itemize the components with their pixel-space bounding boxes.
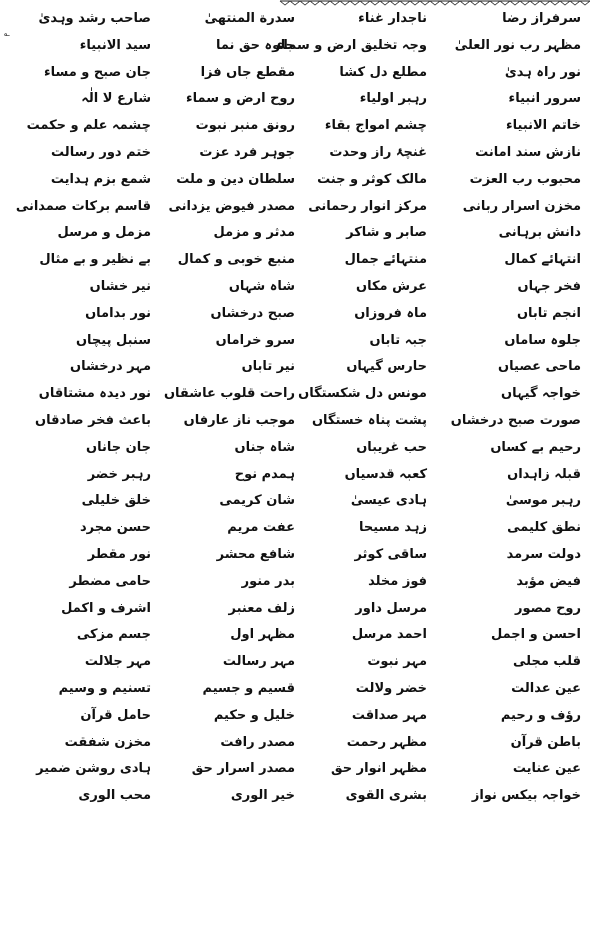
- table-cell: جبہ تاباں: [369, 332, 427, 348]
- table-cell: موجب ناز عارفاں: [183, 412, 295, 428]
- table-cell: ساقی کوثر: [354, 546, 427, 562]
- table-cell: حامل قرآن: [80, 707, 151, 723]
- table-cell: سرور انبیاء: [508, 91, 581, 107]
- table-cell: ماہ فروزاں: [354, 305, 427, 321]
- table-cell: رہبر اولیاء: [359, 91, 427, 107]
- table-cell: دانش برہانی: [498, 225, 581, 241]
- table-cell: رحیم بے کساں: [490, 439, 581, 455]
- table-cell: صورت صبح درخشاں: [450, 412, 581, 428]
- table-cell: نور بداماں: [85, 305, 151, 321]
- table-cell: مرسل داور: [355, 600, 427, 616]
- table-cell: راحت قلوب عاشقاں: [163, 386, 295, 402]
- table-cell: مرکز انوار رحمانی: [308, 198, 427, 214]
- table-cell: ہادی عیسیٰ: [350, 493, 427, 509]
- table-cell: روح ارض و سماء: [185, 91, 295, 107]
- table-cell: مہر جلالت: [84, 654, 151, 670]
- table-cell: جوہر فرد عزت: [199, 144, 295, 160]
- table-cell: مظہر انوار حق: [331, 761, 427, 777]
- table-cell: چشمہ علم و حکمت: [26, 118, 151, 134]
- table-cell: شان کریمی: [219, 493, 295, 509]
- table-cell: ہمدم نوح: [234, 466, 295, 482]
- table-cell: منتہائے جمال: [344, 252, 427, 268]
- table-cell: مزمل و مرسل: [57, 225, 151, 241]
- table-cell: شافع محشر: [216, 546, 295, 562]
- table-cell: حب غریباں: [356, 439, 427, 455]
- table-cell: فیض مؤبد: [516, 573, 581, 589]
- table-cell: جلوہ حق نما: [215, 37, 295, 53]
- table-cell: شاہ شہاں: [228, 278, 295, 294]
- table-cell: جان جاناں: [86, 439, 151, 455]
- table-cell: بشری القوی: [345, 788, 427, 804]
- table-cell: عین عنایت: [512, 761, 581, 777]
- table-cell: مہر درخشاں: [69, 359, 151, 375]
- table-cell: جلوہ ساماں: [504, 332, 581, 348]
- table-cell: نطق کلیمی: [507, 520, 581, 536]
- table-cell: قبلہ زاہداں: [507, 466, 581, 482]
- table-cell: سدرة المنتهیٰ: [204, 11, 295, 26]
- table-cell: صبح درخشاں: [210, 305, 295, 321]
- table-cell: محب الوری: [78, 788, 151, 804]
- table-cell: عفت مریم: [227, 520, 295, 536]
- table-cell: صاحب رشد وہدیٰ: [38, 11, 151, 26]
- table-cell: شاہ جناں: [234, 439, 295, 455]
- table-cell: سرو خراماں: [215, 332, 295, 348]
- table-cell: سنبل پیچاں: [75, 332, 151, 348]
- table-cell: احمد مرسل: [351, 627, 427, 643]
- table-cell: ختم دور رسالت: [51, 144, 151, 160]
- table-cell: مظہر رحمت: [346, 734, 427, 750]
- table-cell: انجم تاباں: [516, 305, 581, 321]
- table-cell: نیر تاباں: [241, 359, 295, 375]
- page-margin-mark: ؎: [4, 28, 10, 39]
- table-cell: قاسم برکات صمدانی: [15, 198, 151, 214]
- table-cell: روح مصور: [515, 600, 581, 616]
- table-cell: مصدر اسرار حق: [191, 761, 295, 777]
- table-cell: حارس گیہاں: [346, 359, 427, 375]
- table-cell: نور مقطر: [87, 546, 151, 562]
- table-cell: دولت سرمد: [506, 546, 581, 562]
- table-cell: حامی مضطر: [69, 573, 151, 589]
- table-cell: خضر ولالت: [355, 680, 427, 696]
- table-cell: رہبر خضر: [87, 466, 151, 482]
- table-cell: رونق منبر نبوت: [195, 118, 295, 134]
- table-cell: جان صبح و مساء: [43, 64, 151, 80]
- table-cell: خیر الوری: [230, 788, 295, 804]
- table-cell: قسیم و جسیم: [202, 680, 295, 696]
- table-cell: حسن مجرد: [80, 520, 151, 536]
- table-cell: سید الانبیاء: [79, 37, 151, 53]
- table-cell: فخر جہاں: [517, 278, 581, 294]
- table-cell: خلق خلیلی: [81, 493, 151, 509]
- table-cell: منبع خوبی و کمال: [177, 252, 295, 268]
- table-cell: کعبہ قدسیاں: [344, 466, 427, 482]
- table-cell: قلب مجلی: [513, 654, 581, 670]
- table-cell: نیر خشاں: [89, 278, 151, 294]
- table-cell: ہادی روشن ضمیر: [36, 761, 151, 777]
- table-cell: شارع لا الٰہ: [81, 91, 151, 107]
- table-cell: مقطع جاں فزا: [200, 64, 295, 80]
- table-cell: رؤف و رحیم: [500, 707, 581, 723]
- table-cell: مخزن شفقت: [64, 734, 151, 750]
- table-cell: عرش مکاں: [355, 278, 427, 294]
- table-cell: خواجہ بیکس نواز: [471, 788, 581, 804]
- table-cell: مونس دل شکستگاں: [298, 386, 427, 402]
- table-cell: ماحی عصیاں: [498, 359, 581, 375]
- table-cell: احسن و اجمل: [490, 627, 581, 643]
- table-cell: مالک کوثر و جنت: [317, 171, 427, 187]
- table-cell: رہبر موسیٰ: [505, 493, 581, 509]
- table-cell: صابر و شاکر: [346, 225, 427, 241]
- table-cell: مدثر و مزمل: [213, 225, 295, 241]
- table-cell: وجہ تخلیق ارض و سماء: [276, 37, 427, 53]
- table-cell: مظہر رب نور العلیٰ: [454, 37, 581, 53]
- table-cell: باعث فخر صادقاں: [34, 412, 151, 428]
- table-cell: محبوب رب العزت: [469, 171, 581, 187]
- table-cell: مصدر فیوض یزدانی: [168, 198, 295, 214]
- table-cell: چشم امواج بقاء: [324, 118, 427, 134]
- table-cell: مصدر رافت: [220, 734, 295, 750]
- table-cell: بے نظیر و بے مثال: [39, 252, 151, 268]
- table-cell: بدر منور: [241, 573, 295, 589]
- epithets-table: [10, 6, 585, 946]
- table-cell: مہر صداقت: [351, 707, 427, 723]
- table-cell: جسم مزکی: [76, 627, 151, 643]
- table-cell: سرفراز رضا: [502, 11, 581, 26]
- table-cell: پشت پناہ خستگاں: [311, 412, 427, 428]
- table-cell: باطن قرآن: [510, 734, 581, 750]
- table-cell: تسنیم و وسیم: [58, 680, 151, 696]
- table-cell: نور راہ ہدیٰ: [504, 64, 581, 80]
- table-cell: ناجدار غناء: [358, 11, 427, 26]
- table-cell: زہد مسیحا: [359, 520, 427, 536]
- table-cell: مخزن اسرار ربانی: [462, 198, 581, 214]
- table-cell: مظہر اول: [230, 627, 295, 643]
- table-cell: خلیل و حکیم: [213, 707, 295, 723]
- table-cell: سلطان دین و ملت: [176, 171, 295, 187]
- table-cell: زلف معنبر: [228, 600, 295, 616]
- table-cell: اشرف و اکمل: [61, 600, 151, 616]
- table-cell: انتہائے کمال: [504, 252, 581, 268]
- table-cell: مطلع دل کشا: [339, 64, 427, 80]
- table-cell: خواجہ گیہاں: [501, 386, 581, 402]
- table-cell: نور دیدہ مشتاقاں: [38, 386, 151, 402]
- table-cell: خاتم الانبیاء: [505, 118, 581, 134]
- table-cell: مہر رسالت: [222, 654, 295, 670]
- table-cell: غنچۂ راز وحدت: [329, 144, 427, 160]
- table-cell: شمع بزم ہدایت: [50, 171, 151, 187]
- table-cell: عین عدالت: [511, 680, 581, 696]
- table-cell: مہر نبوت: [367, 654, 427, 670]
- table-cell: فوز مخلد: [368, 573, 427, 589]
- table-cell: نازش سند امانت: [475, 144, 581, 160]
